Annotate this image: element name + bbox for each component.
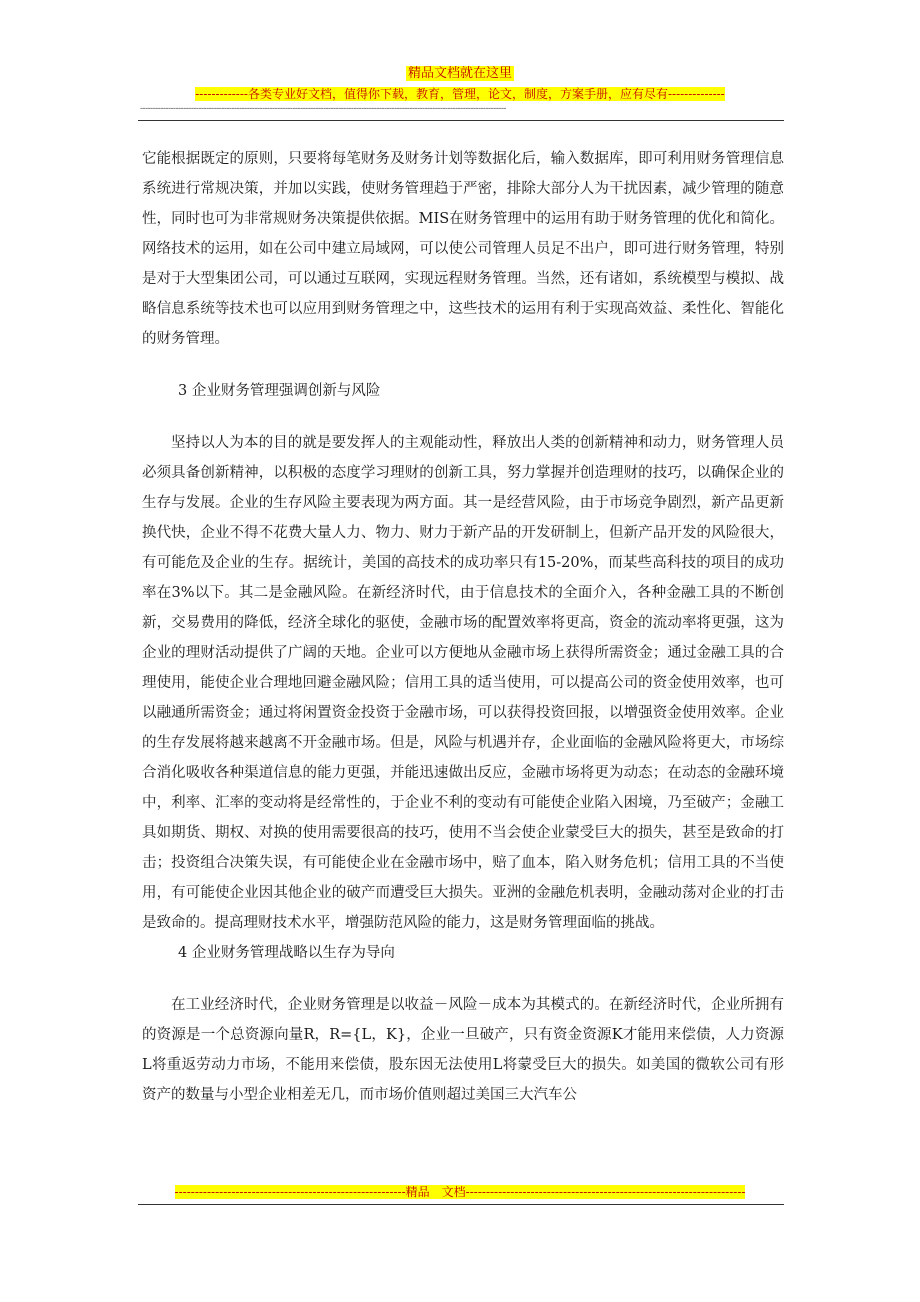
header-title-text: 精品文档就在这里 (407, 66, 512, 81)
spacer (142, 354, 784, 376)
paragraph-1: 它能根据既定的原则，只要将每笔财务及财务计划等数据化后，输入数据库，即可利用财务管理信息系统进行常规决策，并加以实践，使财务管理趋于严密，排除大部分人为干扰因素，减少管理的随意性，同时也可为非常规财务决策提供依据。MIS在财务管理中的运用有助于财务管理的优化和简化。网络技术的运用，如在公司中建立局域网，可以使公司管理人员足不出户，即可进行财务管理，特别是对于大型集团公司，可以通过互联网，实现远程财务管理。当然，还有诸如，系统模型与模拟、战略信息系统等技术也可以应用到财务管理之中，这些技术的运用有利于实现高效益、柔性化、智能化的财务管理。 (142, 151, 784, 347)
spacer (142, 968, 784, 990)
paragraph-3: 在工业经济时代，企业财务管理是以收益－风险－成本为其模式的。在新经济时代，企业所拥有的资源是一个总资源向量R，R={L，K}，企业一旦破产，只有资金资源K才能用来偿债，人力资源L将重返劳动力市场，不能用来偿债，股东因无法使用L将蒙受巨大的损失。如美国的微软公司有形资产的数量与小型企业相差无几，而市场价值则超过美国三大汽车公 (142, 997, 784, 1103)
document-body (142, 144, 784, 1110)
header-banner (156, 86, 764, 102)
section-heading-3: 3 企业财务管理强调创新与风险 (178, 383, 381, 399)
section-heading-4: 4 企业财务管理战略以生存为导向 (178, 945, 395, 961)
spacer (142, 406, 784, 428)
header-title (0, 66, 920, 82)
footer-divider (138, 1204, 784, 1205)
footer-banner (156, 1184, 764, 1200)
footer-banner-text: ---------------------------------------------------------精品 文档--------------------------------------------------------------------- (174, 1185, 746, 1199)
paragraph-2: 坚持以人为本的目的就是要发挥人的主观能动性，释放出人类的创新精神和动力，财务管理人员必须具备创新精神，以积极的态度学习理财的创新工具，努力掌握并创造理财的技巧，以确保企业的生存与发展。企业的生存风险主要表现为两方面。其一是经营风险，由于市场竞争剧烈，新产品更新换代快，企业不得不花费大量人力、物力、财力于新产品的开发研制上，但新产品开发的风险很大，有可能危及企业的生存。据统计，美国的高技术的成功率只有15-20%，而某些高科技的项目的成功率在3%以下。其二是金融风险。在新经济时代，由于信息技术的全面介入，各种金融工具的不断创新，交易费用的降低，经济全球化的驱使，金融市场的配置效率将更高，资金的流动率将更强，这为企业的理财活动提供了广阔的天地。企业可以方便地从金融市场上获得所需资金；通过金融工具的合理使用，能使企业合理地回避金融风险；信用工具的适当使用，可以提高公司的资金使用效率，也可以融通所需资金；通过将闲置资金投资于金融市场，可以获得投资回报，以增强资金使用效率。企业的生存发展将越来越离不开金融市场。但是，风险与机遇并存，企业面临的金融风险将更大，市场综合消化吸收各种渠道信息的能力更强，并能迅速做出反应，金融市场将更为动态；在动态的金融环境中，利率、汇率的变动将是经常性的，于企业不利的变动有可能使企业陷入困境，乃至破产；金融工具如期货、期权、对换的使用需要很高的技巧，使用不当会使企业蒙受巨大的损失，甚至是致命的打击；投资组合决策失误，有可能使企业在金融市场中，赔了血本，陷入财务危机；信用工具的不当使用，有可能使企业因其他企业的破产而遭受巨大损失。亚洲的金融危机表明，金融动荡对企业的打击是致命的。提高理财技术水平，增强防范风险的能力，这是财务管理面临的挑战。 (142, 435, 784, 931)
header-divider (138, 120, 784, 121)
header-banner-text: -------------各类专业好文档，值得你下载，教育，管理，论文，制度，方案手册，应有尽有-------------- (195, 87, 725, 101)
header-dashes: ------------------------------------------------------------------------------------------------------------------------------------------------ (140, 104, 506, 114)
